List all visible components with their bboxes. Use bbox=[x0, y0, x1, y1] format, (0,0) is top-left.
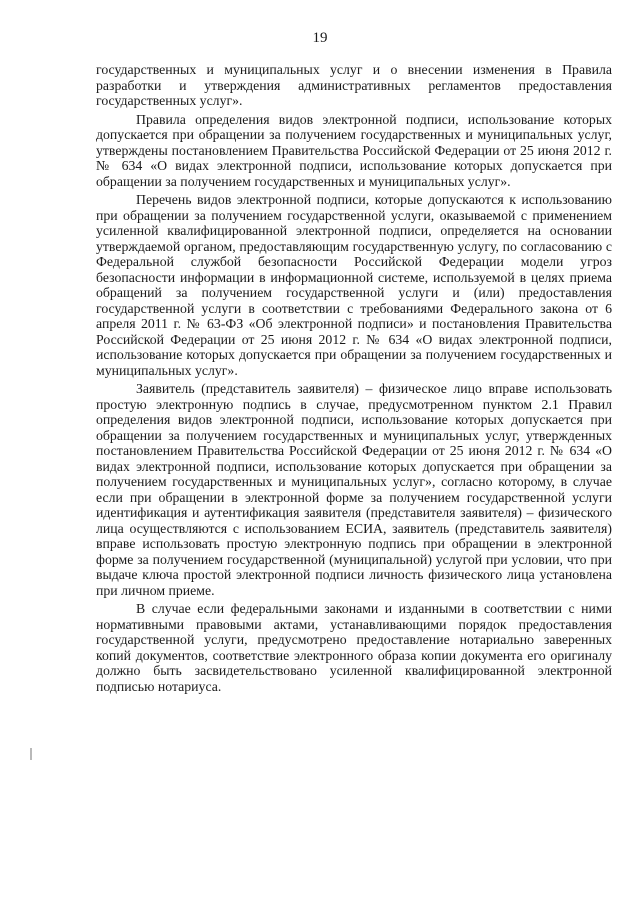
paragraph-signature-rules: Правила определения видов электронной подписи, использование которых допускается при обращении за получением государственных и муниципальных услуг, утверждены постановлением Правительства Российской Федерации от 25 июня 2012 г. № 634 «О видах электронной подписи, использование которых допускается при обращении за получением государственных и муниципальных услуг». bbox=[96, 111, 612, 189]
paragraph-notarial-copies: В случае если федеральными законами и изданными в соответствии с ними нормативными правовыми актами, устанавливающими порядок предоставления государственной услуги, предусмотрено предоставление нотариально заверенных копий документов, соответствие электронного образа копии документа его оригиналу должно быть засвидетельствовано усиленной квалифицированной электронной подписью нотариуса. bbox=[96, 601, 612, 694]
paragraph-signature-types-list: Перечень видов электронной подписи, которые допускаются к использованию при обращении за получением государственной услуги, оказываемой с применением усиленной квалифицированной электронной подписи, определяется на основании утверждаемой органом, предоставляющим государственную услугу, по согласованию с Федеральной службой безопасности Российской Федерации модели угроз безопасности информации в информационной системе, используемой в целях приема обращений за получением государственной услуги и (или) предоставления государственной услуги в соответствии с требованиями Федерального закона от 6 апреля 2011 г. № 63-ФЗ «Об электронной подписи» и постановления Правительства Российской Федерации от 25 июня 2012 г. № 634 «О видах электронной подписи, использование которых допускается при обращении за получением государственных и муниципальных услуг». bbox=[96, 192, 612, 378]
page-number: 19 bbox=[312, 30, 328, 46]
paragraph-continuation: государственных и муниципальных услуг и о внесении изменения в Правила разработки и утверждения административных регламентов предоставления государственных услуг». bbox=[96, 62, 612, 108]
paragraph-applicant-simple-signature: Заявитель (представитель заявителя) – физическое лицо вправе использовать простую электронную подпись в случае, предусмотренном пунктом 2.1 Правил определения видов электронной подписи, использование которых допускается при обращении за получением государственных и муниципальных услуг, утвержденных постановлением Правительства Российской Федерации от 25 июня 2012 г. № 634 «О видах электронной подписи, использование которых допускается при обращении за получением государственных и муниципальных услуг», согласно которому, в случае если при обращении в электронной форме за получением государственной услуги идентификация и аутентификация заявителя (представителя заявителя) – физического лица осуществляются с использованием ЕСИА, заявитель (представитель заявителя) вправе использовать простую электронную подпись при обращении в электронной форме за получением государственной (муниципальной) услугой при условии, что при выдаче ключа простой электронной подписи личность физического лица установлена при личном приеме. bbox=[96, 381, 612, 598]
document-body bbox=[96, 62, 612, 697]
scan-margin-mark bbox=[30, 748, 32, 760]
